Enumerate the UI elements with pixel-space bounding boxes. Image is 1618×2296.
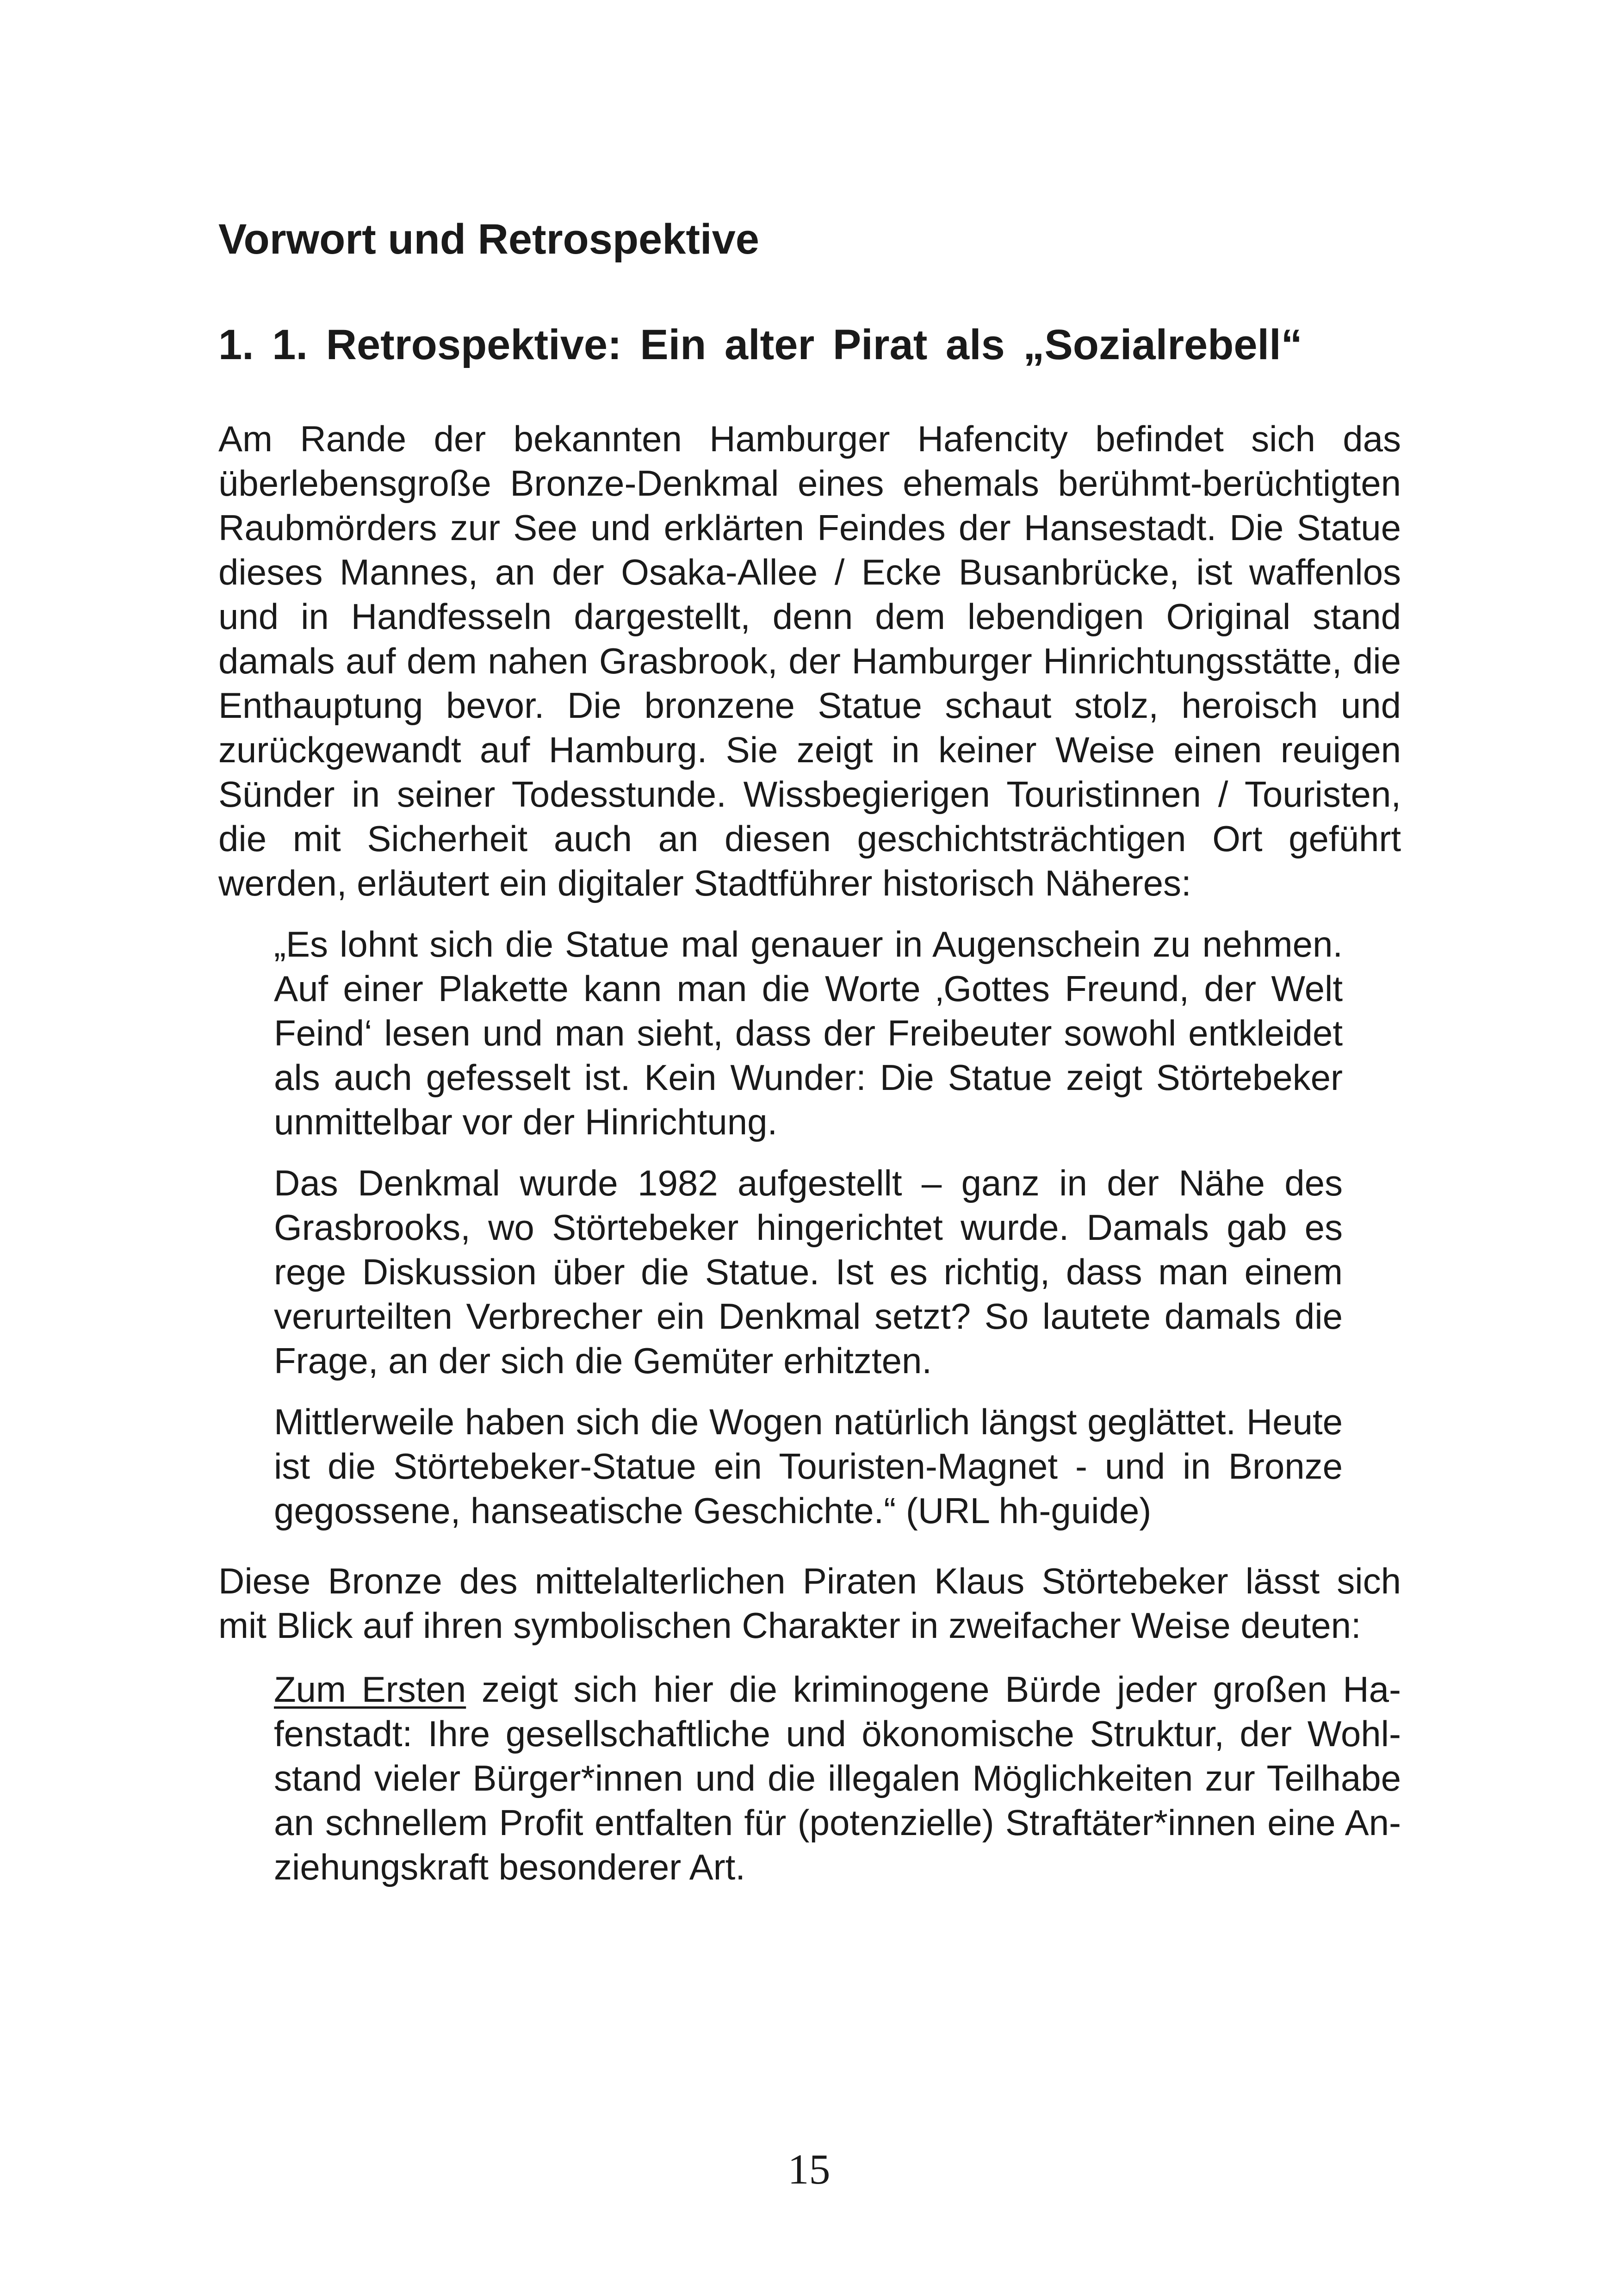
first-point-text: zeigt sich hier die kriminogene Bürde jeder großen Hafenstadt: Ihre gesellschaftliche und ökonomische Struktur, der Wohlstand vieler Bürger*innen und die illegalen Möglichkeiten zur Teilhabe an schnellem Profit entfalten für (potenzielle) Straftäter*innen eine Anziehungskraft besonderer Art. [274, 1669, 1401, 1887]
block-quote [274, 922, 1343, 1533]
section-heading: 1. 1. Retrospektive: Ein alter Pirat als „Sozialrebell“ [218, 321, 1302, 368]
first-point-paragraph [274, 1667, 1401, 1889]
body-text [218, 417, 1401, 1889]
interpretation-paragraph: Diese Bronze des mittelalterlichen Piraten Klaus Störtebeker lässt sich mit Blick auf ihren symbolischen Charakter in zweifacher Weise deuten: [218, 1561, 1401, 1646]
page-number: 15 [787, 2146, 831, 2193]
quote-paragraph-2: Das Denkmal wurde 1982 aufgestellt – ganz in der Nähe des Grasbrooks, wo Störtebeker hingerichtet wurde. Damals gab es rege Diskussion über die Statue. Ist es richtig, dass man einem verurteilten Verbrecher ein Denkmal setzt? So lautete damals die Frage, an der sich die Gemüter erhitzten. [274, 1163, 1343, 1381]
quote-paragraph-3: Mittlerweile haben sich die Wogen natürlich längst geglättet. Heute ist die Störtebeker-Statue ein Touristen-Magnet - und in Bronze gegossene, hanseatische Geschichte.“ (URL hh-guide) [274, 1401, 1343, 1531]
first-point-label: Zum Ersten [274, 1669, 466, 1710]
quote-paragraph-1: „Es lohnt sich die Statue mal genauer in Augenschein zu nehmen. Auf einer Plakette kann man die Worte ‚Gottes Freund, der Welt Feind‘ lesen und man sieht, dass der Freibeuter sowohl entkleidet als auch gefesselt ist. Kein Wunder: Die Statue zeigt Störtebeker unmittelbar vor der Hinrichtung. [274, 924, 1343, 1142]
chapter-title: Vorwort und Retrospektive [218, 216, 759, 263]
intro-paragraph: Am Rande der bekannten Hamburger Hafencity befindet sich das überlebensgroße Bronze-Denkmal eines ehemals berühmt-berüchtigten Raubmörders zur See und erklärten Feindes der Hansestadt. Die Statue dieses Mannes, an der Osaka-Allee / Ecke Busanbrücke, ist waffenlos und in Handfesseln dargestellt, denn dem lebendigen Original stand damals auf dem nahen Grasbrook, der Hamburger Hinrichtungsstätte, die Enthauptung bevor. Die bronzene Statue schaut stolz, heroisch und zurückgewandt auf Hamburg. Sie zeigt in keiner Weise einen reuigen Sünder in seiner Todesstunde. Wissbegierigen Touristinnen / Touristen, die mit Sicherheit auch an diesen geschichtsträchtigen Ort geführt werden, erläutert ein digitaler Stadtführer historisch Näheres: [218, 418, 1401, 903]
